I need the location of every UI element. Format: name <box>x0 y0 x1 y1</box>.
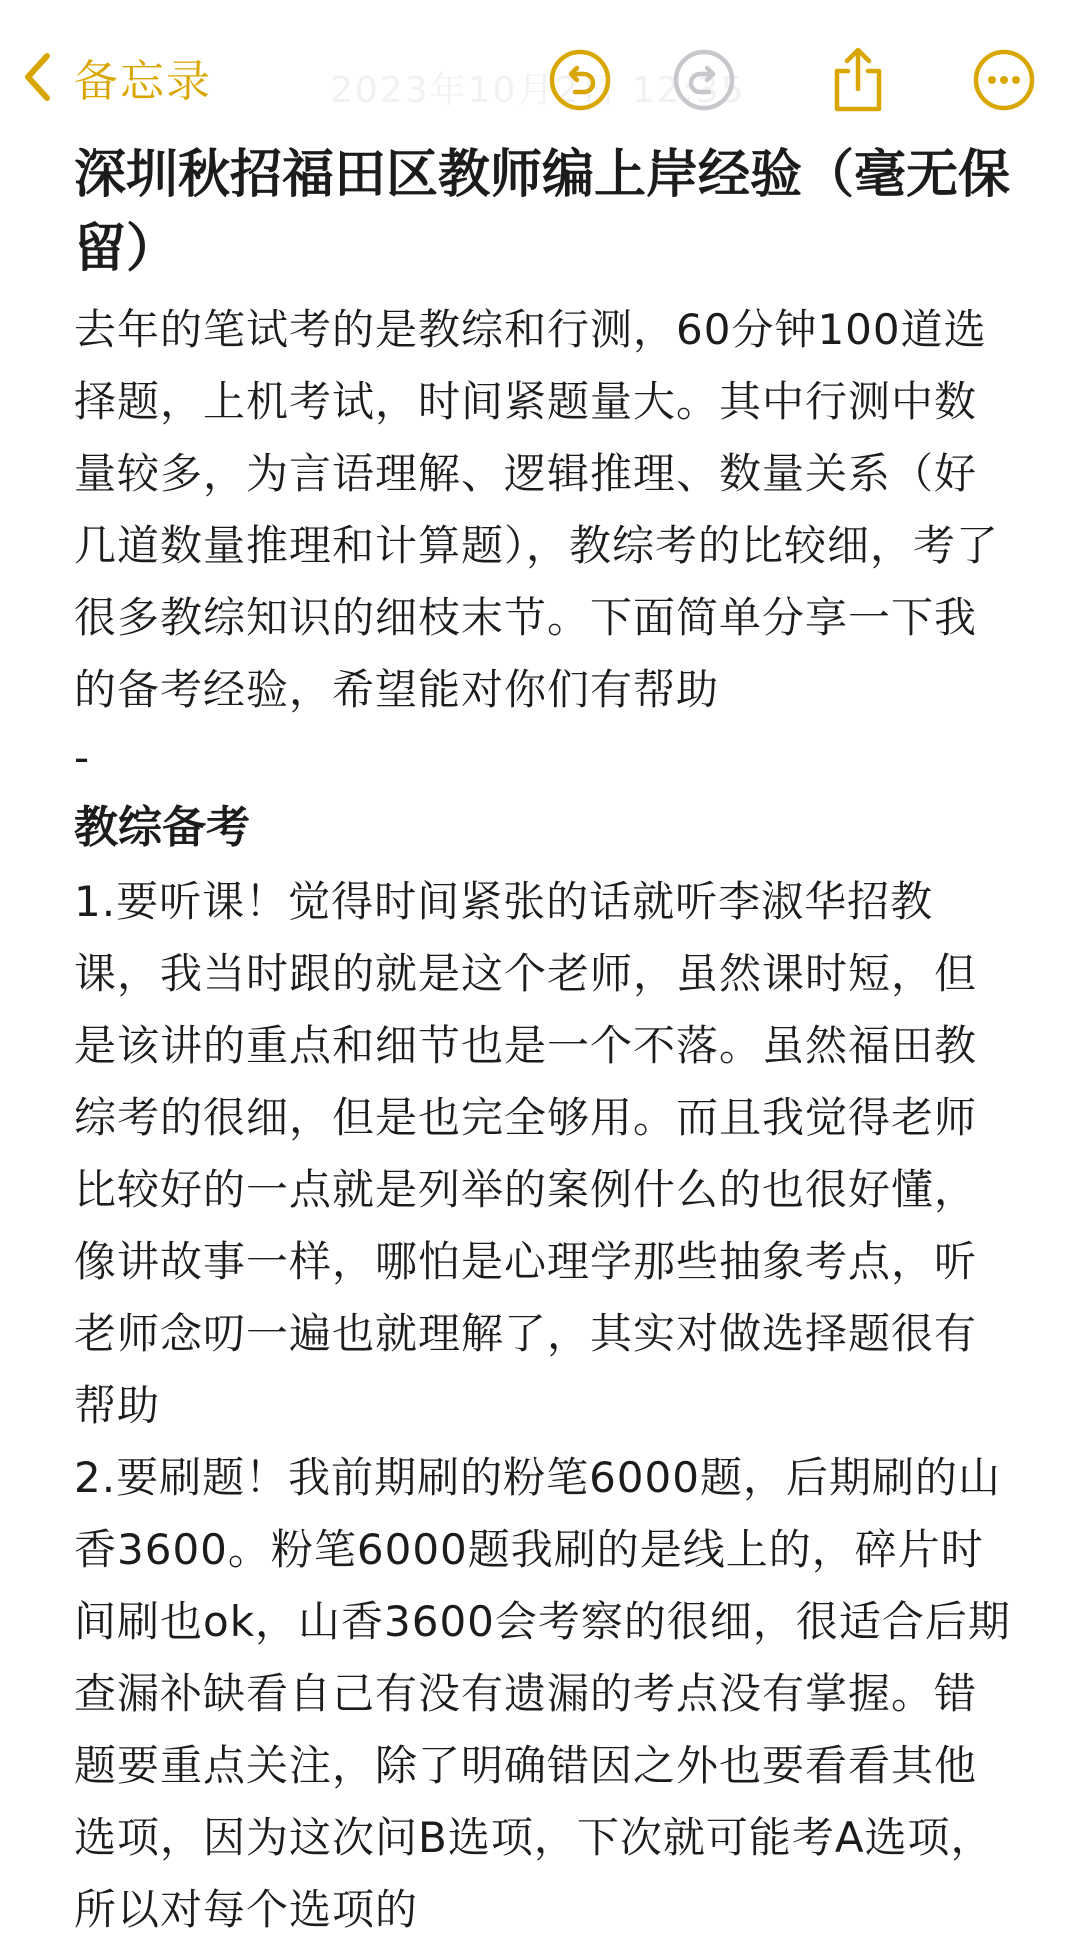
undo-button[interactable] <box>544 44 616 116</box>
note-body[interactable] <box>74 138 1014 1946</box>
redo-button[interactable] <box>668 44 740 116</box>
back-label: 备忘录 <box>74 56 212 107</box>
point-1-paragraph: 1.要听课！觉得时间紧张的话就听李淑华招教课，我当时跟的就是这个老师，虽然课时短，但是该讲的重点和细节也是一个不落。虽然福田教综考的很细，但是也完全够用。而且我觉得老师比较好的一点就是列举的案例什么的也很好懂，像讲故事一样，哪怕是心理学那些抽象考点，听老师念叨一遍也就理解了，其实对做选择题很有帮助 <box>74 877 978 1430</box>
redo-icon <box>672 48 736 112</box>
undo-icon <box>548 48 612 112</box>
more-icon <box>972 48 1036 112</box>
back-button[interactable] <box>22 44 212 110</box>
note-date: 2023年10月2日 12:35 <box>330 70 746 111</box>
intro-paragraph: 去年的笔试考的是教综和行测，60分钟100道选择题，上机考试，时间紧题量大。其中行测中数量较多，为言语理解、逻辑推理、数量关系（好几道数量推理和计算题），教综考的比较细，考了很多教综知识的细枝末节。下面简单分享一下我的备考经验，希望能对你们有帮助 <box>74 305 1000 714</box>
note-title: 深圳秋招福田区教师编上岸经验（毫无保留） <box>74 145 1011 279</box>
chevron-left-icon <box>22 51 52 103</box>
separator-dash: - <box>74 733 90 782</box>
more-button[interactable] <box>968 44 1040 116</box>
share-button[interactable] <box>822 44 894 116</box>
section-heading: 教综备考 <box>74 802 250 853</box>
point-2-paragraph: 2.要刷题！我前期刷的粉笔6000题，后期刷的山香3600。粉笔6000题我刷的是线上的，碎片时间刷也ok，山香3600会考察的很细，很适合后期查漏补缺看自己有没有遗漏的考点没有掌握。错题要重点关注，除了明确错因之外也要看看其他选项，因为这次问B选项，下次就可能考A选项，所以对每个选项的 <box>74 1453 1011 1934</box>
navigation-bar <box>0 0 1080 150</box>
share-icon <box>828 45 888 115</box>
